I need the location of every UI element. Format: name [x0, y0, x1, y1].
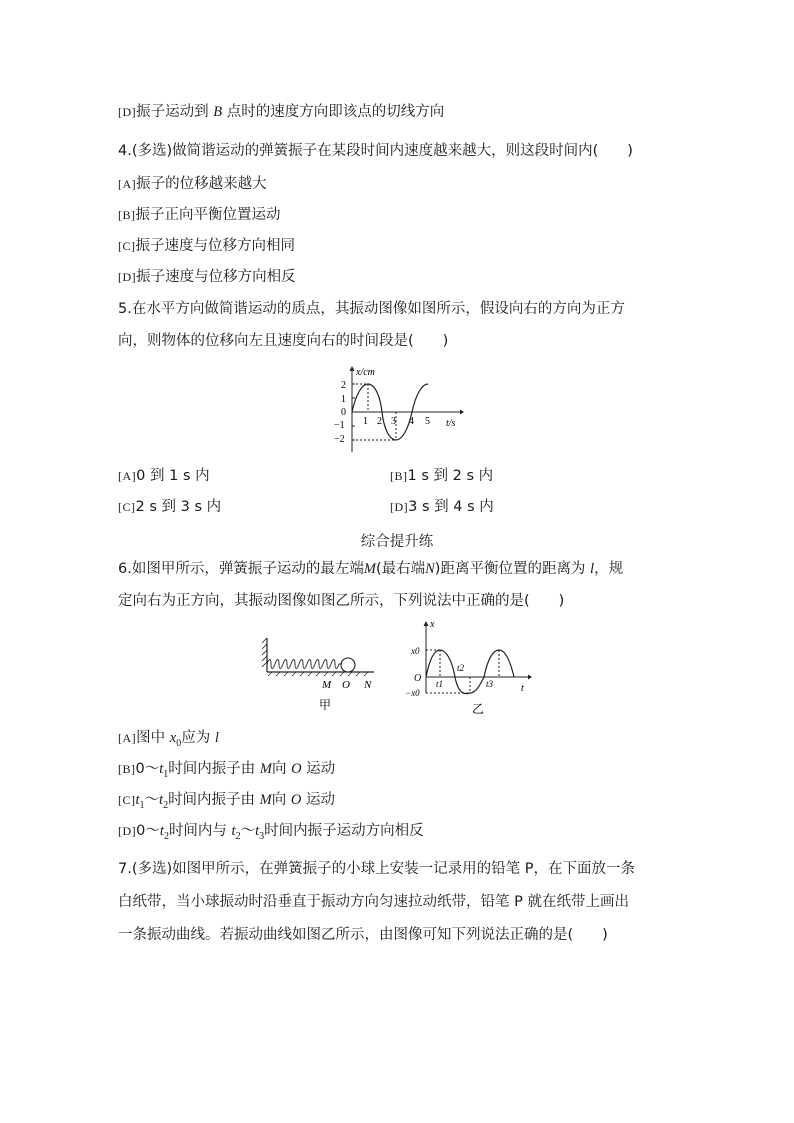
x-tick-5: 5 — [425, 416, 430, 427]
section-title: 综合提升练 — [360, 534, 434, 550]
option-tag: [C] — [118, 239, 136, 253]
option-text: 时间内振子由 — [168, 761, 260, 777]
q6-option-c — [118, 793, 335, 811]
q4-stem: 4.(多选)做简谐运动的弹簧振子在某段时间内速度越来越大，则这段时间内( ) — [118, 143, 633, 159]
subscript: 2 — [235, 830, 241, 842]
subscript: 3 — [259, 830, 265, 842]
option-tag: [B] — [118, 208, 136, 222]
option-tag: [D] — [118, 105, 137, 119]
subscript: 0 — [176, 737, 182, 749]
q4-option-a — [118, 177, 267, 192]
option-tag: [D] — [118, 270, 137, 284]
q6-stem-line2: 定向右为正方向，其振动图像如图乙所示，下列说法中正确的是( ) — [118, 593, 565, 609]
option-tag: [B] — [118, 762, 136, 776]
option-text: 3 s 到 4 s 内 — [408, 499, 494, 515]
figure-label-yi: 乙 — [472, 702, 485, 716]
q5-option-a — [118, 469, 210, 484]
option-text: 2 s 到 3 s 内 — [135, 499, 222, 515]
stem-text: )距离平衡位置的距离为 — [434, 561, 586, 577]
q6-figure-jia — [262, 634, 382, 714]
option-text: 振子运动到 — [136, 104, 209, 120]
option-tag: [A] — [118, 731, 137, 745]
q5-vibration-graph — [334, 364, 464, 454]
q4-option-c — [118, 239, 295, 254]
y-tick-neg2: −2 — [334, 434, 345, 445]
q3-option-d — [118, 105, 444, 120]
variable: t — [159, 792, 164, 808]
subscript: 2 — [163, 830, 169, 842]
x-tick-2: 2 — [377, 416, 382, 427]
t3-label: t3 — [486, 679, 494, 689]
option-text: 振子正向平衡位置运动 — [135, 207, 281, 223]
q5-option-c — [118, 500, 221, 515]
q6-option-a — [118, 731, 219, 749]
option-tag: [D] — [118, 824, 137, 838]
stem-text: 6.如图甲所示，弹簧振子运动的最左端 — [118, 561, 364, 577]
option-text: ～ — [240, 823, 256, 839]
option-text: 点时的速度方向即该点的切线方向 — [226, 104, 445, 120]
option-text: 向 — [271, 761, 292, 777]
q5-option-d — [390, 500, 494, 515]
variable: O — [291, 761, 302, 777]
option-text: 运动 — [301, 761, 336, 777]
x-tick-1: 1 — [363, 416, 368, 427]
x-axis-label: t/s — [446, 418, 456, 429]
y-tick-2: 2 — [341, 380, 346, 391]
variable: t — [159, 823, 164, 839]
x-tick-4: 4 — [409, 416, 414, 427]
q7-stem-line3: 一条振动曲线。若振动曲线如图乙所示，由图像可知下列说法正确的是( ) — [118, 927, 608, 943]
neg-x0-label: −x0 — [405, 688, 420, 698]
figure-label-jia: 甲 — [319, 698, 332, 712]
option-text: 时间内振子运动方向相反 — [264, 823, 424, 839]
q5-option-b — [390, 469, 493, 484]
option-text: 时间内振子由 — [168, 792, 260, 808]
stem-text: ，规 — [594, 561, 624, 577]
q4-option-b — [118, 208, 281, 223]
variable: t — [255, 823, 260, 839]
option-text: 1 s 到 2 s 内 — [407, 468, 494, 484]
x-axis-label: t — [521, 683, 524, 694]
y-tick-0: 0 — [341, 407, 346, 418]
variable: t — [135, 792, 140, 808]
y-axis-label: x/cm — [356, 367, 375, 378]
option-tag: [B] — [390, 469, 408, 483]
subscript: 1 — [139, 799, 145, 811]
variable: B — [213, 104, 223, 120]
spring — [267, 660, 342, 669]
y-axis-label: x — [430, 619, 435, 630]
subscript: 1 — [163, 768, 169, 780]
q5-stem-line2: 向，则物体的位移向左且速度向右的时间段是( ) — [118, 333, 449, 349]
option-text: 应为 — [181, 730, 215, 746]
variable: x — [169, 730, 177, 746]
option-text: 向 — [271, 792, 291, 808]
option-text: 图中 — [136, 730, 170, 746]
mark-m: M — [322, 679, 332, 691]
option-text: 0～ — [136, 823, 160, 839]
q4-option-d — [118, 270, 296, 285]
variable: N — [425, 561, 435, 577]
option-tag: [A] — [118, 177, 137, 191]
mark-n: N — [364, 679, 372, 691]
option-text: 振子速度与位移方向相反 — [136, 269, 296, 285]
variable: l — [214, 730, 219, 746]
q6-figure-yi — [400, 617, 535, 717]
origin-label: O — [414, 673, 422, 684]
q6-option-b — [118, 762, 335, 780]
t1-label: t1 — [436, 679, 444, 689]
variable: t — [159, 761, 164, 777]
x-tick-3: 3 — [391, 416, 396, 427]
option-text: 振子速度与位移方向相同 — [135, 238, 295, 254]
variable: M — [363, 561, 376, 577]
q6-stem-line1 — [118, 562, 623, 577]
ball — [341, 658, 355, 672]
subscript: 2 — [163, 799, 169, 811]
option-text: 振子的位移越来越大 — [136, 176, 267, 192]
q7-stem-line2: 白纸带，当小球振动时沿垂直于振动方向匀速拉动纸带，铅笔 P 就在纸带上画出 — [118, 894, 629, 910]
q7-stem-line1: 7.(多选)如图甲所示，在弹簧振子的小球上安装一记录用的铅笔 P，在下面放一条 — [118, 861, 635, 877]
variable: M — [259, 761, 272, 777]
q5-stem-line1: 5.在水平方向做简谐运动的质点，其振动图像如图所示，假设向右的方向为正方 — [118, 301, 625, 317]
variable: l — [590, 561, 595, 577]
option-text: 时间内与 — [168, 823, 232, 839]
variable: M — [259, 792, 272, 808]
q6-option-d — [118, 824, 424, 842]
option-tag: [A] — [118, 469, 137, 483]
y-tick-neg1: −1 — [334, 420, 345, 431]
stem-text: (最右端 — [375, 561, 426, 577]
x0-label: x0 — [411, 646, 420, 656]
variable: t — [231, 823, 236, 839]
y-tick-1: 1 — [341, 394, 346, 405]
option-tag: [D] — [390, 500, 409, 514]
option-tag: [C] — [118, 500, 136, 514]
t2-label: t2 — [457, 663, 465, 673]
option-text: ～ — [144, 792, 160, 808]
option-text: 0～ — [135, 761, 160, 777]
variable: O — [290, 792, 302, 808]
option-tag: [C] — [118, 793, 136, 807]
mark-o: O — [342, 679, 350, 691]
option-text: 0 到 1 s 内 — [136, 468, 210, 484]
option-text: 运动 — [301, 792, 335, 808]
